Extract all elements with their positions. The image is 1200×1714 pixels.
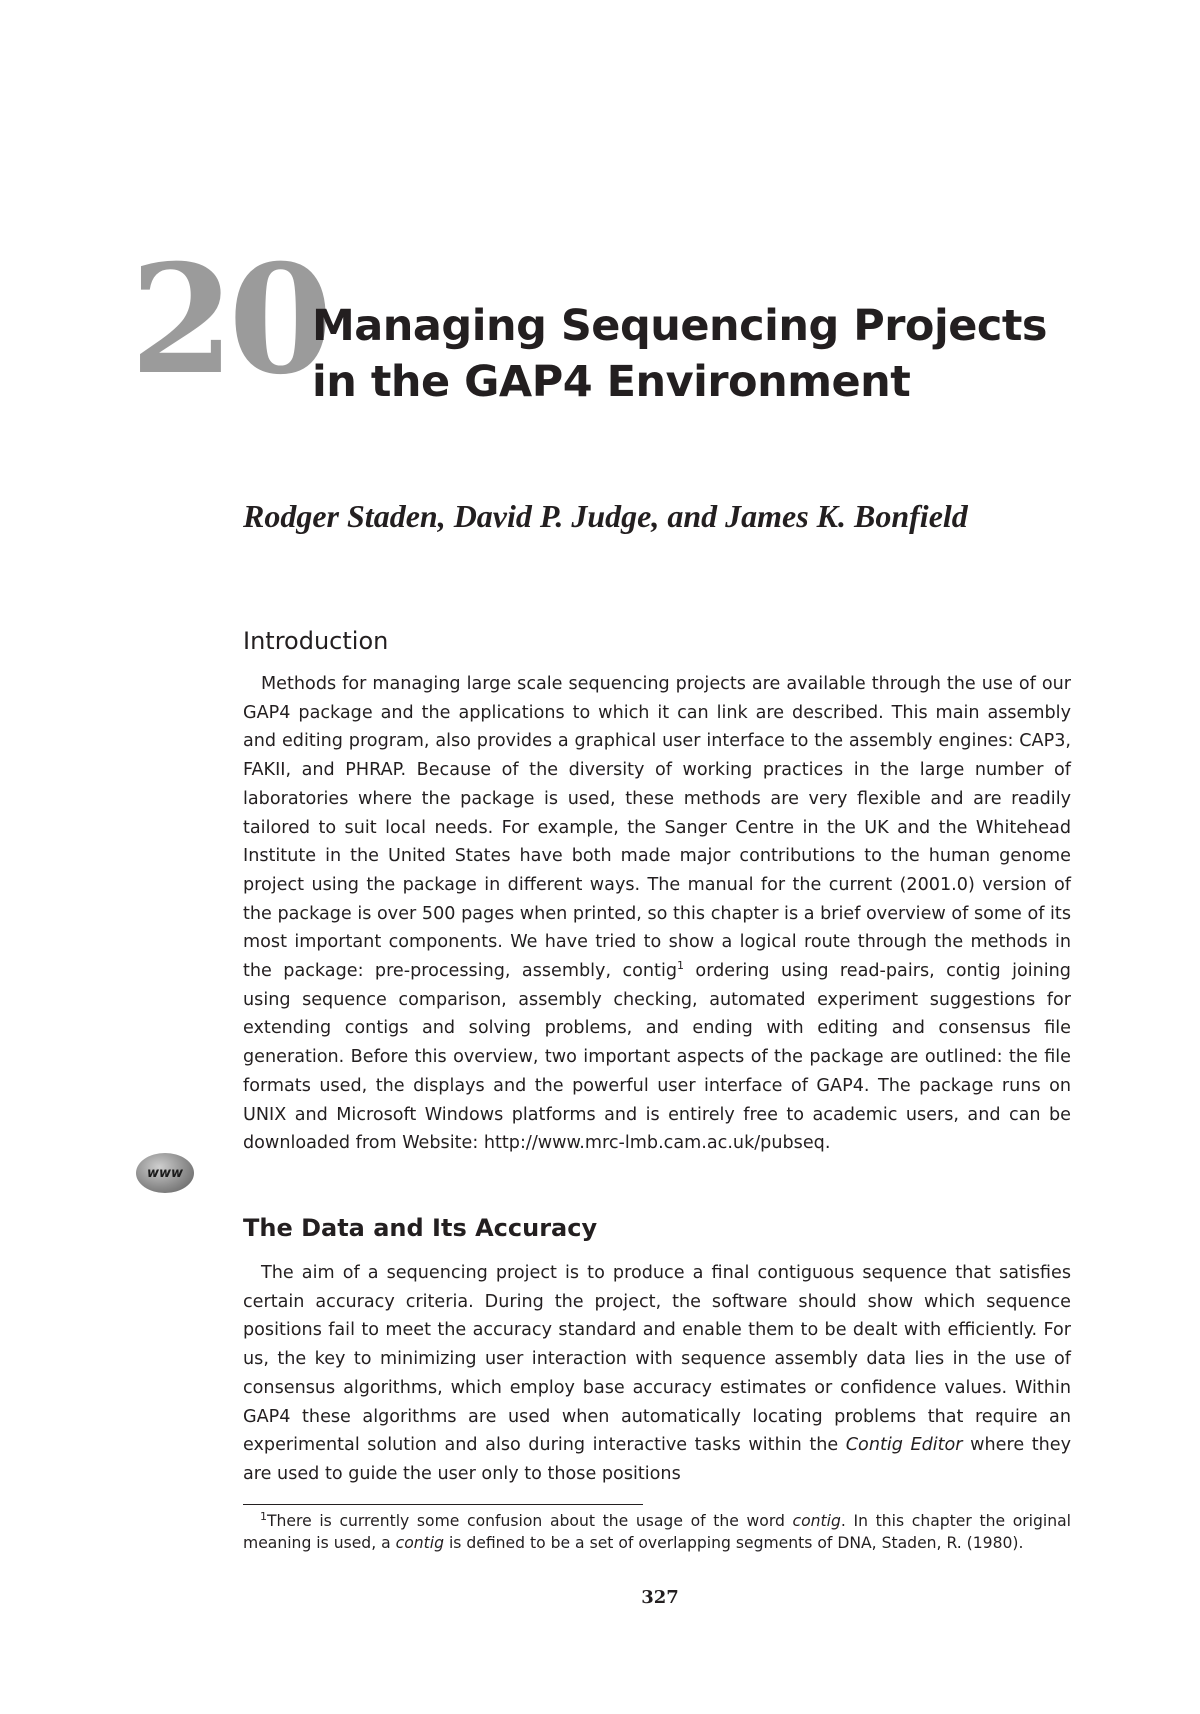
section-heading-data-accuracy: The Data and Its Accuracy — [243, 1214, 598, 1242]
footnote-italic-1: contig — [792, 1512, 841, 1530]
footnote-text-1: There is currently some confusion about the usage of the word — [267, 1512, 793, 1530]
introduction-paragraph — [243, 670, 1071, 1158]
introduction-text-part-1: Methods for managing large scale sequencing projects are available through the use of our GAP4 package and the applications to which it can link are described. This main assembly and editing program, also provides a graphical user interface to the assembly engines: CAP3, FAKII, and PHRAP. Because of the diversity of working practices in the large number of laboratories where the package is used, these methods are very flexible and are readily tailored to suit local needs. For example, the Sanger Centre in the UK and the Whitehead Institute in the United States have both made major contributions to the human genome project using the package in different ways. The manual for the current (2001.0) version of the package is over 500 pages when printed, so this chapter is a brief overview of some of its most important components. We have tried to show a logical route through the methods in the package: pre-processing, assembly, contig — [243, 674, 1071, 982]
page-number: 327 — [641, 1587, 679, 1608]
chapter-number: 20 — [130, 232, 327, 408]
footnote-marker: 1 — [260, 1509, 267, 1523]
footnote-divider — [243, 1504, 643, 1505]
footnote — [243, 1510, 1071, 1554]
introduction-text-part-2: ordering using read-pairs, contig joining using sequence comparison, assembly checking, automated experiment suggestions for extending contigs and solving problems, and ending with editing and consensus file generation. Before this overview, two important aspects of the package are outlined: the file formats used, the displays and the powerful user interface of GAP4. The package runs on UNIX and Microsoft Windows platforms and is entirely free to academic users, and can be downloaded from Website: http://www.mrc-lmb.cam.ac.uk/pubseq. — [243, 961, 1071, 1154]
chapter-title — [312, 298, 1047, 410]
data-accuracy-paragraph — [243, 1259, 1071, 1489]
contig-editor-term: Contig Editor — [845, 1435, 963, 1456]
data-accuracy-text-part-1: The aim of a sequencing project is to produce a final contiguous sequence that satisfies certain accuracy criteria. During the project, the software should show which sequence positions fail to meet the accuracy standard and enable them to be dealt with efficiently. For us, the key to minimizing user interaction with sequence assembly data lies in the use of consensus algorithms, which employ base accuracy estimates or confidence values. Within GAP4 these algorithms are used when automatically locating problems that require an experimental solution and also during interactive tasks within the — [243, 1263, 1071, 1456]
chapter-authors: Rodger Staden, David P. Judge, and James K. Bonfield — [243, 498, 968, 534]
chapter-title-line-2: in the GAP4 Environment — [312, 357, 911, 407]
footnote-text-3: is defined to be a set of overlapping segments of DNA, Staden, R. (1980). — [443, 1534, 1024, 1552]
chapter-title-line-1: Managing Sequencing Projects — [312, 301, 1048, 351]
data-accuracy-text-part-2: where they are used to guide the user only to those positions — [243, 1435, 1071, 1484]
section-heading-introduction: Introduction — [243, 627, 389, 655]
footnote-reference[interactable]: 1 — [677, 959, 685, 973]
footnote-text-2: . In this chapter the original meaning is used, a — [243, 1512, 1071, 1552]
www-label: www — [146, 1165, 184, 1181]
www-globe-icon — [136, 1153, 194, 1193]
footnote-italic-2: contig — [395, 1534, 444, 1552]
